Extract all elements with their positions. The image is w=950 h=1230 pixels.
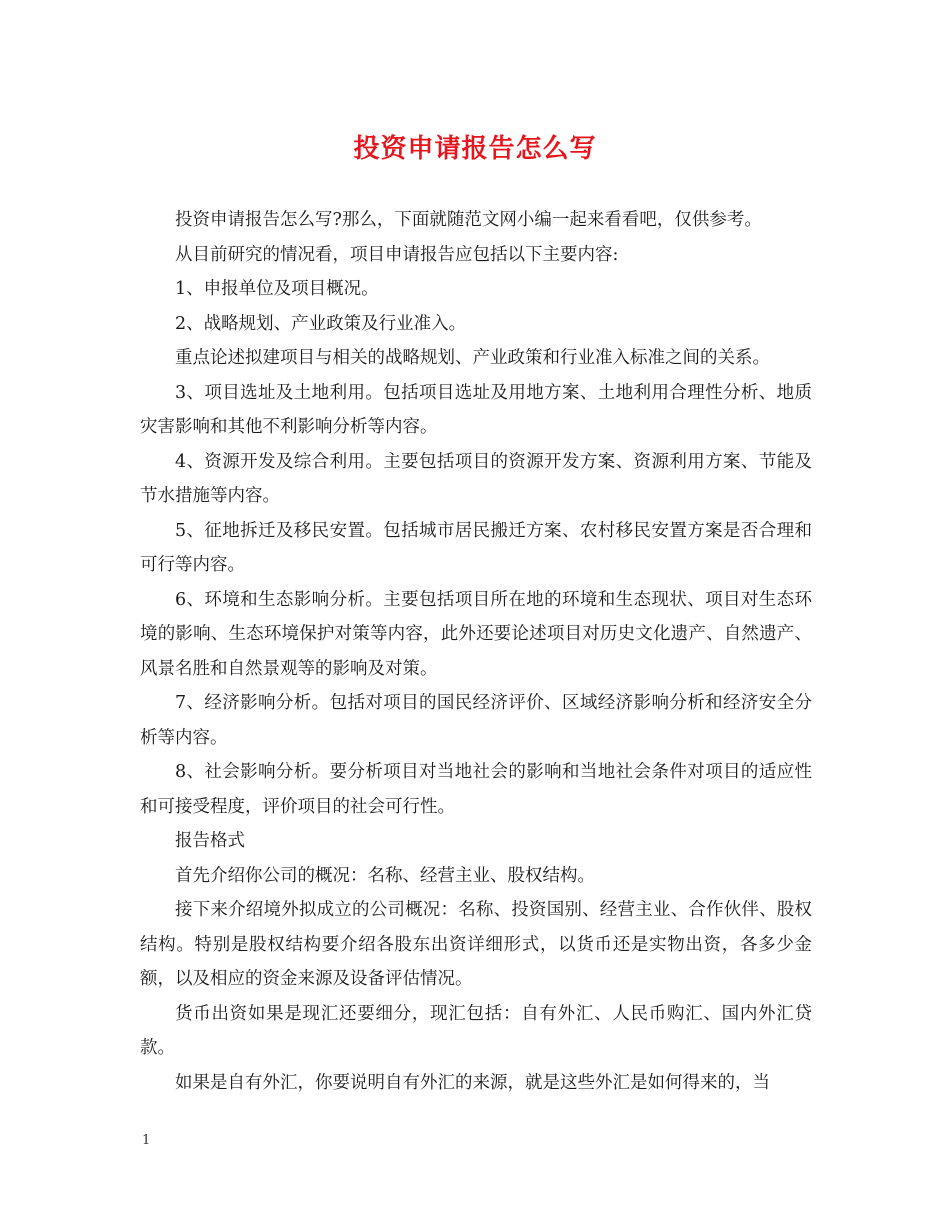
- paragraph: 从目前研究的情况看，项目申请报告应包括以下主要内容:: [175, 244, 619, 265]
- paragraph: 投资申请报告怎么写?那么，下面就随范文网小编一起来看看吧，仅供参考。: [175, 210, 762, 230]
- paragraph: 6、环境和生态影响分析。主要包括项目所在地的环境和生态现状、项目对生态环境的影响、生态环境保护对策等内容，此外还要论述项目对历史文化遗产、自然遗产、风景名胜和自然景观等的影响及对策。: [140, 589, 812, 679]
- paragraph: 接下来介绍境外拟成立的公司概况：名称、投资国别、经营主业、合作伙伴、股权结构。特别是股权结构要介绍各股东出资详细形式，以货币还是实物出资，各多少金额，以及相应的资金来源及设备评估情况。: [140, 900, 812, 989]
- paragraph: 1、申报单位及项目概况。: [175, 279, 379, 299]
- paragraph: 货币出资如果是现汇还要细分，现汇包括：自有外汇、人民币购汇、国内外汇贷款。: [140, 1003, 812, 1058]
- paragraph: 8、社会影响分析。要分析项目对当地社会的影响和当地社会条件对项目的适应性和可接受程度，评价项目的社会可行性。: [140, 762, 812, 817]
- paragraph: 2、战略规划、产业政策及行业准入。: [175, 313, 467, 334]
- paragraph: 3、项目选址及土地利用。包括项目选址及用地方案、土地利用合理性分析、地质灾害影响和其他不利影响分析等内容。: [140, 382, 812, 437]
- paragraph: 4、资源开发及综合利用。主要包括项目的资源开发方案、资源利用方案、节能及节水措施等内容。: [140, 451, 812, 506]
- paragraph: 首先介绍你公司的概况：名称、经营主业、股权结构。: [175, 865, 595, 886]
- paragraph: 如果是自有外汇，你要说明自有外汇的来源，就是这些外汇是如何得来的，当: [175, 1072, 770, 1093]
- section-heading: 报告格式: [175, 831, 245, 851]
- document-body: [140, 203, 812, 1100]
- page-number: 1: [142, 1133, 151, 1148]
- paragraph: 7、经济影响分析。包括对项目的国民经济评价、区域经济影响分析和经济安全分析等内容。: [140, 693, 812, 748]
- document-title: 投资申请报告怎么写: [353, 134, 597, 164]
- paragraph: 5、征地拆迁及移民安置。包括城市居民搬迁方案、农村移民安置方案是否合理和可行等内容。: [140, 520, 812, 575]
- paragraph: 重点论述拟建项目与相关的战略规划、产业政策和行业准入标准之间的关系。: [175, 348, 770, 368]
